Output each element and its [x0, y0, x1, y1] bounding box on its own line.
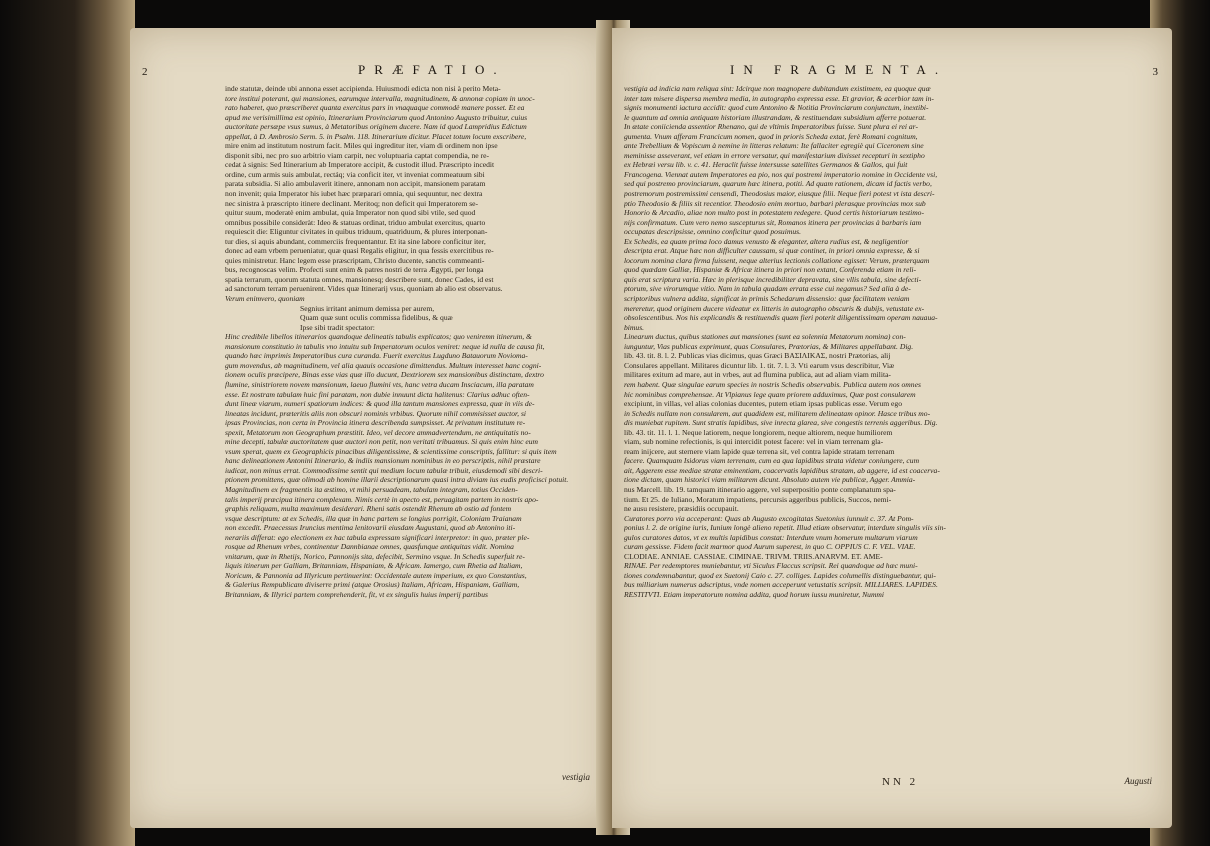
- signature-mark: NN 2: [882, 776, 919, 788]
- text-line: inde statutæ, deinde ubi annona esset accipienda. Huiusmodi edicta non nisi à perito Meta-: [225, 84, 501, 93]
- text-line: postremorum postremissimi censendi, Theodosius maior, eiusque filii. Neque fieri potest vt ista descri-: [624, 189, 935, 199]
- left-page: [130, 28, 608, 828]
- text-line: ante Trebellium & Vopiscum à nemine in litteras relatum: Ite fallaciter egregiè qui Ciceronem sine: [624, 141, 924, 151]
- catchword-left: vestigia: [562, 772, 590, 782]
- text-line: curam gessisse. Fidem facit marmor quod Aurum superest, in quo C. OPPIUS C. F. VEL. VIAE.: [624, 542, 916, 552]
- text-line: In ætate coniicienda assentior Rhenano, qui de vltimis Imperatoribus fuisse. Sunt plura ei rei ar-: [624, 122, 919, 132]
- text-line: quis erat scriptura varia. Hæc in plerisque incredibiliter depravata, sine vllis tabula, sine defecti-: [624, 274, 922, 284]
- text-line: gumenta. Vnum afferam Francicum nomen, quod in prioris Scheda extat, ferè Romani cognitum,: [624, 131, 918, 141]
- text-line: Hinc credibile libellos itinerarios quandoque delineatis tabulis explicatos; quo veniremn itinerum, &: [225, 332, 532, 342]
- text-line: Ex Schedis, ea quam prima loco damus venusto & eleganter, altera rudius est, & negligentior: [624, 236, 909, 246]
- verse-quote: [225, 304, 597, 333]
- text-line: ipsas Provincias, non certa in Provincia itinera describenda sumpsisset. At privatum institutum re-: [225, 418, 526, 428]
- text-line: scriptoribus vulnera addita, significat in primis Schedarum dissensio: quæ facilitatem veniam: [624, 294, 910, 304]
- text-line: occupatas descripsisse, omnino conficitur quod posuimus.: [624, 227, 801, 237]
- text-line: ordine, cum armis suis ambulat, rectáq; via conficit iter, vt inveniat commeatuum sibi: [225, 169, 485, 179]
- verse-line: Segnius irritant animum demissa per aurem,: [300, 303, 435, 313]
- text-line: ne ausu resistere, præsidiis occupauit.: [624, 504, 739, 514]
- text-line: bus milliarium numerus adscriptus, vnde nomen acceperunt vetustatis scripsit. MILLIARES. LAPIDES.: [624, 580, 938, 590]
- text-line: vsque descriptum: at ex Schedis, illa quæ in hanc partem se longius porrigit, Coloniam Traianam: [225, 513, 522, 523]
- text-line: dis muniebat rupitem. Sunt stratis lapidibus, sive inrecta glarea, sive congestis terrenis aggeribus. Dig.: [624, 418, 938, 428]
- text-line: RINAE. Per redemptores muniebantur, vti Siculus Flaccus scripsit. Rei quandoque ad hæc muni-: [624, 561, 918, 571]
- text-line: graphis reliquam, multa maximum desiderari. Rheni satis ostendit Rhenum ab ostio ad fontem: [225, 504, 512, 514]
- folio-right: 3: [1152, 66, 1158, 78]
- text-line: liquis itinerum per Galliam, Britanniam, Hispaniam, & Africam. Iamergo, cum Rhetia ad Italiam,: [225, 561, 523, 571]
- text-line: mereretur, quod originem ducere videatur ex litteris in autographo obscuris & dubijs, vetustate ex-: [624, 303, 925, 313]
- text-line: ait, Aggerem esse mediae stratæ eminentiam, coacervatis lapidibus stratam, ab aggere, id est coacerva-: [624, 465, 940, 475]
- text-line: inter tam misere dispersa membra media, in autographo expressa esse. Et gravior, & acerbior tam in-: [624, 93, 934, 103]
- text-line: descripta erat. Atque hæc non difficulter caussam, si quæ continet, in priori omnia expresse, & si: [624, 246, 920, 256]
- text-line: in Schedis nullam non consularem, aut quadidem est, militarem delineatam opinor. Hasce tribus mo-: [624, 408, 931, 418]
- text-line: rosque ad Rhenum vrbes, continentur Dannbianae omnes, quasfunque antiquitas vidit. Nomina: [225, 542, 514, 552]
- text-line: hanc delineationem Antonini Itinerario, & indiis mansionum nominibus in eo perscriptis, nihil præstare: [225, 456, 541, 466]
- text-line: mire enim ad institutum nostrum facit. Miles qui ingreditur iter, viam di ordinem non ipse: [225, 141, 498, 151]
- text-line: quod quædam Galliæ, Hispaniæ & Africæ itinera in priori non extant, Conferenda etiam in reli-: [624, 265, 917, 275]
- text-line: gulos curatores datos, vt ex multis lapidibus constat: Interdum vnum homerum multarum viarum: [624, 532, 918, 542]
- text-line: bus, recognoscas velim. Profecti sunt enim & patres nostri de terra Ægypti, per longa: [225, 265, 484, 275]
- text-line: talis imperij præcipua itinera complexam. Nimis certè in apecto est, peruagitam partem in nostris apo-: [225, 494, 539, 504]
- verse-line: Ipse sibi tradit spectator:: [300, 322, 375, 332]
- text-line: bimus.: [624, 322, 645, 332]
- right-paragraphs: [624, 84, 1160, 600]
- text-line: ptionem promittens, quæ olimodi ab homine illarii descriptionarum quasi intra diviam ius eudis proficisci potuit.: [225, 475, 569, 485]
- text-line: donec ad eam vrbem perueniatur, quæ quasi Regalis eligitur, in qua fessis exercitibus re-: [225, 246, 494, 256]
- text-line: gum movendus, ab magnitudinem, vel alia quauis occasione dimittendus. Multum interesset hanc cogni-: [225, 360, 542, 370]
- text-line: hic nominibus comprehensae. At Vlpianus lege quam priorem adduximus, Quæ post consularem: [624, 389, 916, 399]
- book-edge-left: [0, 0, 135, 846]
- text-line: Noricum, & Pannonia ad Illyricum pertinuerint: Occidentale autem imperium, ex quo Constantius,: [225, 570, 527, 580]
- text-line: requiescit die: Eliguntur civitates in quibus triduum, quatriduum, & plures interponan-: [225, 227, 488, 237]
- text-line: militares exitum ad mare, aut in vrbes, aut ad flumina publica, aut ad aliam viam milita-: [624, 370, 891, 380]
- text-line: omnibus possibile consideràt: Ideo & statuas ordinat, triduo ambulat exercitus, quarto: [225, 217, 486, 227]
- text-line: vnitarum, quæ in Rhetijs, Norico, Pannonijs sita, defecibit, Sermino vsque. In Schedis superfuit re-: [225, 551, 525, 561]
- text-line: mine decepti, tabulæ auctoritatem quæ auctori non petit, non veritati tribuamus. Si quis enim hinc eum: [225, 437, 538, 447]
- text-line: auctoritate persæpe vsus sumus, à Metatoribus originem ducere. Nam id quod Lampridius Edictum: [225, 122, 527, 132]
- left-paragraph-1: [225, 84, 597, 304]
- text-line: parata subsidia. Si alio ambulaverit itinere, annonam non accipit, mansionem paratam: [225, 179, 486, 189]
- text-line: quando hæc imprimis Imperatoribus cura curanda. Fuerit exercitus Lugduno Batauorum Novioma-: [225, 351, 528, 361]
- text-line: signis monumenti iactura accidit: quod cum Antonino & Notitia Provinciarum conjunctum, inextibi-: [624, 103, 929, 113]
- text-line: RESTITVTI. Etiam imperatorum nomina addita, quod horum iussu muniretur, Nummi: [624, 589, 885, 599]
- text-line: spexit, Metatorum non Geographum præstitit. Ideo, vel decore ammadvertendum, ne antiquitatis no-: [225, 427, 531, 437]
- text-line: excipiunt, in villas, vel alias colonias ducentes, putem etiam ipsas publicas esse. Verum ego: [624, 399, 903, 409]
- text-line: nijs confirmatum. Cum vero nemo suscepturus sit, Romanos itinera per provincias à barbaris iam: [624, 217, 922, 227]
- text-line: nus Marcell. lib. 19. tamquam itinerario aggere, vel superpositio ponte complanatum spa-: [624, 484, 896, 494]
- text-line: obsolescentibus. Nos his explicandis & restituendis quam fieri poterit diligentissimam operam nauaua-: [624, 313, 938, 323]
- left-paragraph-2: [225, 332, 597, 599]
- text-line: non invenit; quia Imperator his iubet hæc præparari omnia, qui sequuntur, nec dextra: [225, 189, 483, 199]
- text-line: viam, sub nomine refectionis, is qui intercidit potest facere: vel in viam terrenam gla-: [624, 437, 884, 447]
- folio-left: 2: [142, 66, 148, 78]
- text-line: Curatores porro via acceperant: Quas ab Augusto excogitatas Suetonius iunnuit c. 37. At Pom-: [624, 513, 914, 523]
- running-head-right: IN FRAGMENTA.: [730, 62, 948, 77]
- text-line: rato haberet, quo præscriberet quanta exercitus pars in vnaquaque commodè manere posset. Et ea: [225, 103, 525, 113]
- text-line: tore institui poterant, qui mansiones, earumque intervalla, magnitudinem, & annonæ copiam in unoc-: [225, 93, 535, 103]
- text-line: iunguntur, Vias publicas exprimunt, quas Consulares, Prætorias, & Militares appellabant. Dig.: [624, 341, 914, 351]
- text-line: apud me verisimillima est opinio, Itinerarium Provinciarum quod Antonino Augusto tribuitur, cuius: [225, 112, 528, 122]
- text-line: le quantum ad omnia antiquam historiam illustrandam, & restituendam subsidium afferre potuerat.: [624, 112, 927, 122]
- text-line: flumine, sinistriorem novem mansionum, laeuo flumini vts, hanc vetra ducam Insciacum, illa paratam: [225, 379, 534, 389]
- text-line: ad sanctorum terram peruenirent. Vides quæ Itinerarij vsus, quoniam ab alio est observatus.: [225, 284, 503, 294]
- text-line: facere. Quamquam Isidorus viam terrenam, cum ea qua lapidibus strata videtur coniungere, cum: [624, 456, 920, 466]
- text-line: ptorum, sive virorumque vitio. Nam in tabula quadam errata esse cui negamus? Sed alia à de-: [624, 284, 911, 294]
- text-line: iudicat, non minus errat. Commodissime sentit qui medium locum tabulæ tribuit, eiusdemodi sibi descri-: [225, 465, 543, 475]
- text-line: Francogena. Viennat autem Imperatores ea pio, nos qui postremi imperatorio nomine in Occidente vsi,: [624, 169, 938, 179]
- text-line: disponit sibi, nec pro suo arbitrio viam carpit, nec voluptuaria captat compendia, ne re-: [225, 150, 490, 160]
- text-line: ptio Theodosio & filiis sit recentior. Theodosio enim mortuo, barbari plerasque provincias mox sub: [624, 198, 926, 208]
- text-line: Consulares appellant. Militares dicuntur lib. 1. tit. 7. l. 3. Vti earum vsus describitur, Viæ: [624, 360, 895, 370]
- text-line: Britanniam, & Illyrici partem comprehenderit, fit, vt ex singulis huius imperij partibus: [225, 589, 488, 599]
- text-line: non excedit. Praecessus Iruncius mentima lenitovarii eiusdam Augustani, quod ab Antonino iti-: [225, 523, 516, 533]
- text-line: Linearum ductus, quibus stationes aut mansiones (sunt ea solennia Metatorum nomina) con-: [624, 332, 906, 342]
- text-line: nec sinistra à præscripto itinere declinant. Meritoq; non deficit qui Imperatorem se-: [225, 198, 479, 208]
- right-text-column: [624, 84, 1160, 600]
- text-line: locorum nomina clara firma fuissent, neque alterius lectionis collatione egisset: Verum, præterquam: [624, 255, 930, 265]
- text-line: CLODIAE. ANNIAE. CASSIAE. CIMINAE. TRIVM. TRIIS.ANARVM. ET. AME-: [624, 551, 883, 561]
- right-page: [612, 28, 1172, 828]
- text-line: cedat à signis: Sed Itinerarium ab Imperatore accipit, & custodit illud. Præscripto incedit: [225, 160, 495, 170]
- verse-line: Quam quæ sunt oculis commissa fidelibus, & quæ: [300, 313, 453, 323]
- text-line: tione dictam, quam historici viam militarem dicunt. Absoluto autem vie publicæ, Agger. Ammia-: [624, 475, 916, 485]
- text-line: tium. Et 25. de Iuliano, Moratum impatiens, percursis aggeribus publicis, Succos, nemi-: [624, 494, 892, 504]
- text-line: quies ministretur. Hanc legem esse præscriptam, Christo ducente, sanctis commeanti-: [225, 255, 485, 265]
- text-line: tur dies, si aquis abundant, commerciis frequentantur. Et ita sine labore conficitur iter,: [225, 236, 486, 246]
- text-line: Magnitudinem ex fragmentis ita æstimo, vt mihi persuadeam, tabulam integram, totius Occiden-: [225, 484, 518, 494]
- running-head-left: PRÆFATIO.: [358, 62, 506, 77]
- text-line: lineatas incidunt, præteritis aliis non obscuri nominis vrbibus. Quorum nihil commisisset auctor, si: [225, 408, 527, 418]
- text-line: meminisse asseverant, vel etiam in errore versatur, qui manifestarium dixisset recepturi in sextipho: [624, 150, 925, 160]
- text-line: sed qui postremo provinciarum, quarum hæc itinera, potiti. Ad quam rationem, dicam id factis verbo,: [624, 179, 932, 189]
- catchword-right: Augusti: [1124, 776, 1152, 786]
- text-line: quitur suum, moderatè enim ambulat, quia Imperator non quod sibi vtile, sed quod: [225, 208, 476, 218]
- text-line: ream inijcere, aut sternere viam lapide quæ terrena sit, vel contra lapide stratam terrenam: [624, 446, 895, 456]
- text-line: vestigia ad indicia nam reliqua sint: Idcirque non magnopere dubitandum existimem, ea quoque quæ: [624, 84, 931, 93]
- text-line: rem habent. Quæ singulae earum species in nostris Schedis observabis. Publica autem nos omnes: [624, 379, 921, 389]
- text-line: Honorio & Arcadio, aliae non multo post in potestatem redegere. Quod certis historiarum testimo-: [624, 208, 925, 218]
- text-line: ponius l. 2. de origine iuris, Iunium longè alieno repetit. Illud etiam observatur, interdum singulis viis sin-: [624, 523, 946, 533]
- text-line: dunt lineæ viarum, numeri spatiorum indices: & quod illa tantum mansiones expressa, quæ in viis de-: [225, 399, 535, 409]
- text-line: mansionum constitutio in tabulis vno intuitu sub Imperatorum oculos veniret: neque id nulla de causa fit,: [225, 341, 545, 351]
- text-line: tiones condemnabantur, quod ex Suetonij Caio c. 27. colliges. Lapides columellis distinguebantur, qui-: [624, 570, 936, 580]
- text-line: appellat, à D. Ambrosio Serm. 5. in Psalm. 118. Itinerarium dicitur. Placet totum locum exscribere,: [225, 131, 527, 141]
- text-line: & Galerius Rempublicam diviserre primi (atque Orosius) Italiam, Africam, Hispaniam, Galliam,: [225, 580, 520, 590]
- text-line: Verum enimvero, quoniam: [225, 294, 305, 304]
- text-line: esse. Et nostram tabulam huic fini paratam, non dubie innuunt dicta halitenus: Clarius adhuc often-: [225, 389, 530, 399]
- text-line: tionem oculis præcipere, Binas esse vias quæ illo ducunt, Dextriorem sex mansionibus distinctam, dextro: [225, 370, 544, 380]
- text-line: ex Hebræi versu lib. v. c. 41. Heraclit fuisse intersusse satellites Germanos & Gallos, qui fuit: [624, 160, 908, 170]
- left-text-column: [225, 84, 597, 600]
- text-line: lib. 43. tit. 11. l. 1. Neque latiorem, neque longiorem, neque altiorem, neque humiliorem: [624, 427, 893, 437]
- text-line: spatia terrarum, quorum statuta omnes, mansionesq; describere sunt, donec Cades, id est: [225, 274, 494, 284]
- text-line: lib. 43. tit. 8. l. 2. Publicas vias dicimus, quas Græci ΒΑΣΙΛΙΚΑΣ, nostri Prætorias, alij: [624, 351, 891, 361]
- text-line: vsum sperat, quem ex Geographicis pinacibus diligentissime, & scientissime conscriptis, fallitur: si quis item: [225, 446, 557, 456]
- text-line: nerariis differat: ego electionem ex hac tabula expressam significari interpretor: in quo, præter ple-: [225, 532, 530, 542]
